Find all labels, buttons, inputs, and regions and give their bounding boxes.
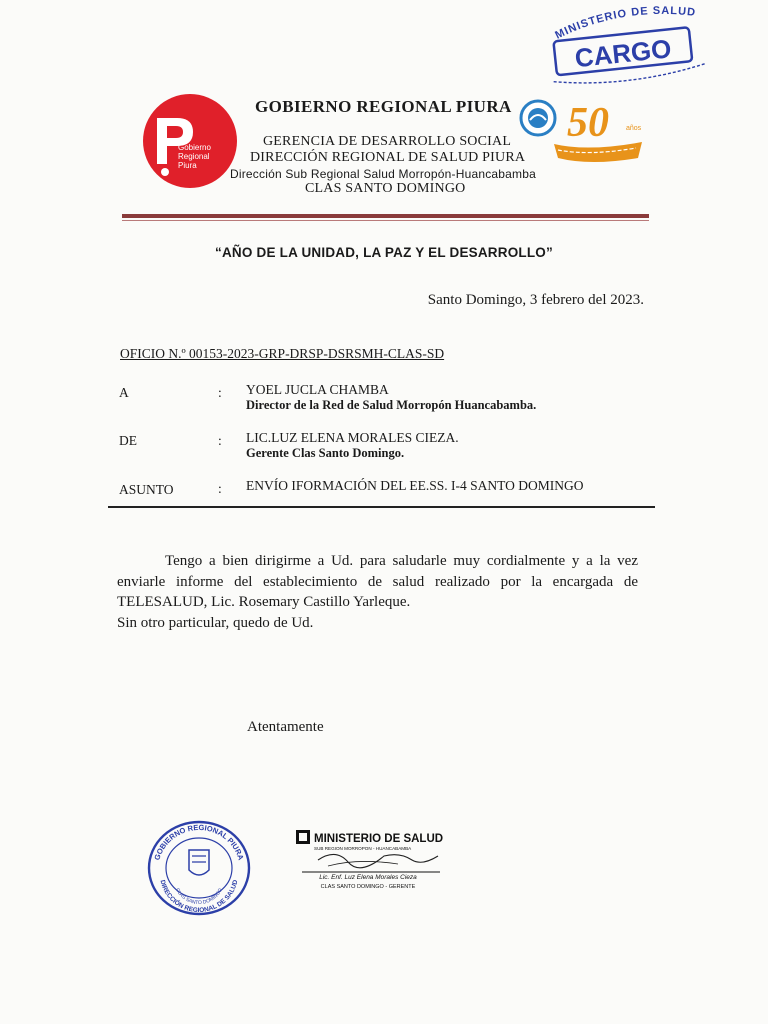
body-paragraph-2: Sin otro particular, quedo de Ud. <box>117 614 314 631</box>
cargo-stamp-text: CARGO <box>573 33 673 74</box>
logo-text-2: Regional <box>178 152 210 161</box>
body-paragraph-1: Tengo a bien dirigirme a Ud. para saludarle muy cordialmente y a la vez enviarle informe del establecimiento de salud realizado por la encargada de TELESALUD, Lic. Rosemary Castillo Yarleque. <box>117 553 638 610</box>
cargo-stamp-arc-text: MINISTERIO DE SALUD <box>553 4 697 42</box>
field-a-role: Director de la Red de Salud Morropón Huancabamba. <box>246 398 537 412</box>
svg-text:MINISTERIO DE SALUD <box>552 0 699 42</box>
field-a-colon: : <box>218 385 222 400</box>
org-title: GOBIERNO REGIONAL PIURA <box>255 97 512 116</box>
seal-bottom-text: DIRECCIÓN REGIONAL DE SALUD <box>158 879 240 915</box>
field-asunto-value: ENVÍO IFORMACIÓN DEL EE.SS. I-4 SANTO DOMINGO <box>246 478 584 493</box>
date-line: Santo Domingo, 3 febrero del 2023. <box>427 292 644 308</box>
signature-stamp-subtitle: SUB REGION MORROPON - HUANCABAMBA <box>314 846 412 851</box>
oficio-number: OFICIO N.º 00153-2023-GRP-DRSP-DSRSMH-CLAS-SD <box>120 346 445 361</box>
org-line-4: CLAS SANTO DOMINGO <box>305 181 466 196</box>
seal-arc-text: GOBIERNO REGIONAL PIURA <box>152 822 246 862</box>
signature-stamp-title: MINISTERIO DE SALUD <box>314 833 444 845</box>
field-a-label: A <box>119 385 129 400</box>
letter-body <box>117 551 638 633</box>
round-seal-stamp <box>146 820 252 916</box>
logo-text-3: Piura <box>178 161 197 170</box>
field-asunto-colon: : <box>218 481 222 496</box>
signature-stamp <box>288 826 448 894</box>
org-line-2: DIRECCIÓN REGIONAL DE SALUD PIURA <box>250 150 526 165</box>
anniversary-number: 50 <box>567 100 609 146</box>
seal-inner-text: CLAS SANTO DOMINGO <box>174 887 224 907</box>
field-de-label: DE <box>119 433 137 448</box>
field-asunto-label: ASUNTO <box>119 482 174 497</box>
subject-rule <box>108 506 655 508</box>
gobierno-regional-logo <box>141 92 239 190</box>
org-line-3: Dirección Sub Regional Salud Morropón-Huancabamba <box>230 167 536 181</box>
anniversary-word: años <box>626 125 642 132</box>
field-de-colon: : <box>218 433 222 448</box>
logo-text-1: Gobierno <box>178 143 211 152</box>
anniversary-50-logo <box>518 96 648 170</box>
signature-stamp-footer: CLAS SANTO DOMINGO - GERENTE <box>320 884 416 890</box>
cargo-stamp <box>536 0 714 93</box>
header-rule <box>122 214 649 218</box>
field-de-name: LIC.LUZ ELENA MORALES CIEZA. <box>246 430 459 445</box>
year-motto: “AÑO DE LA UNIDAD, LA PAZ Y EL DESARROLLO” <box>215 245 553 260</box>
field-a-name: YOEL JUCLA CHAMBA <box>246 382 389 397</box>
org-line-1: GERENCIA DE DESARROLLO SOCIAL <box>263 134 512 149</box>
header-rule-thin <box>122 220 649 221</box>
field-de-role: Gerente Clas Santo Domingo. <box>246 446 405 460</box>
closing: Atentamente <box>247 719 324 735</box>
signature-name: Lic. Enf. Luz Elena Morales Cieza <box>319 874 417 881</box>
